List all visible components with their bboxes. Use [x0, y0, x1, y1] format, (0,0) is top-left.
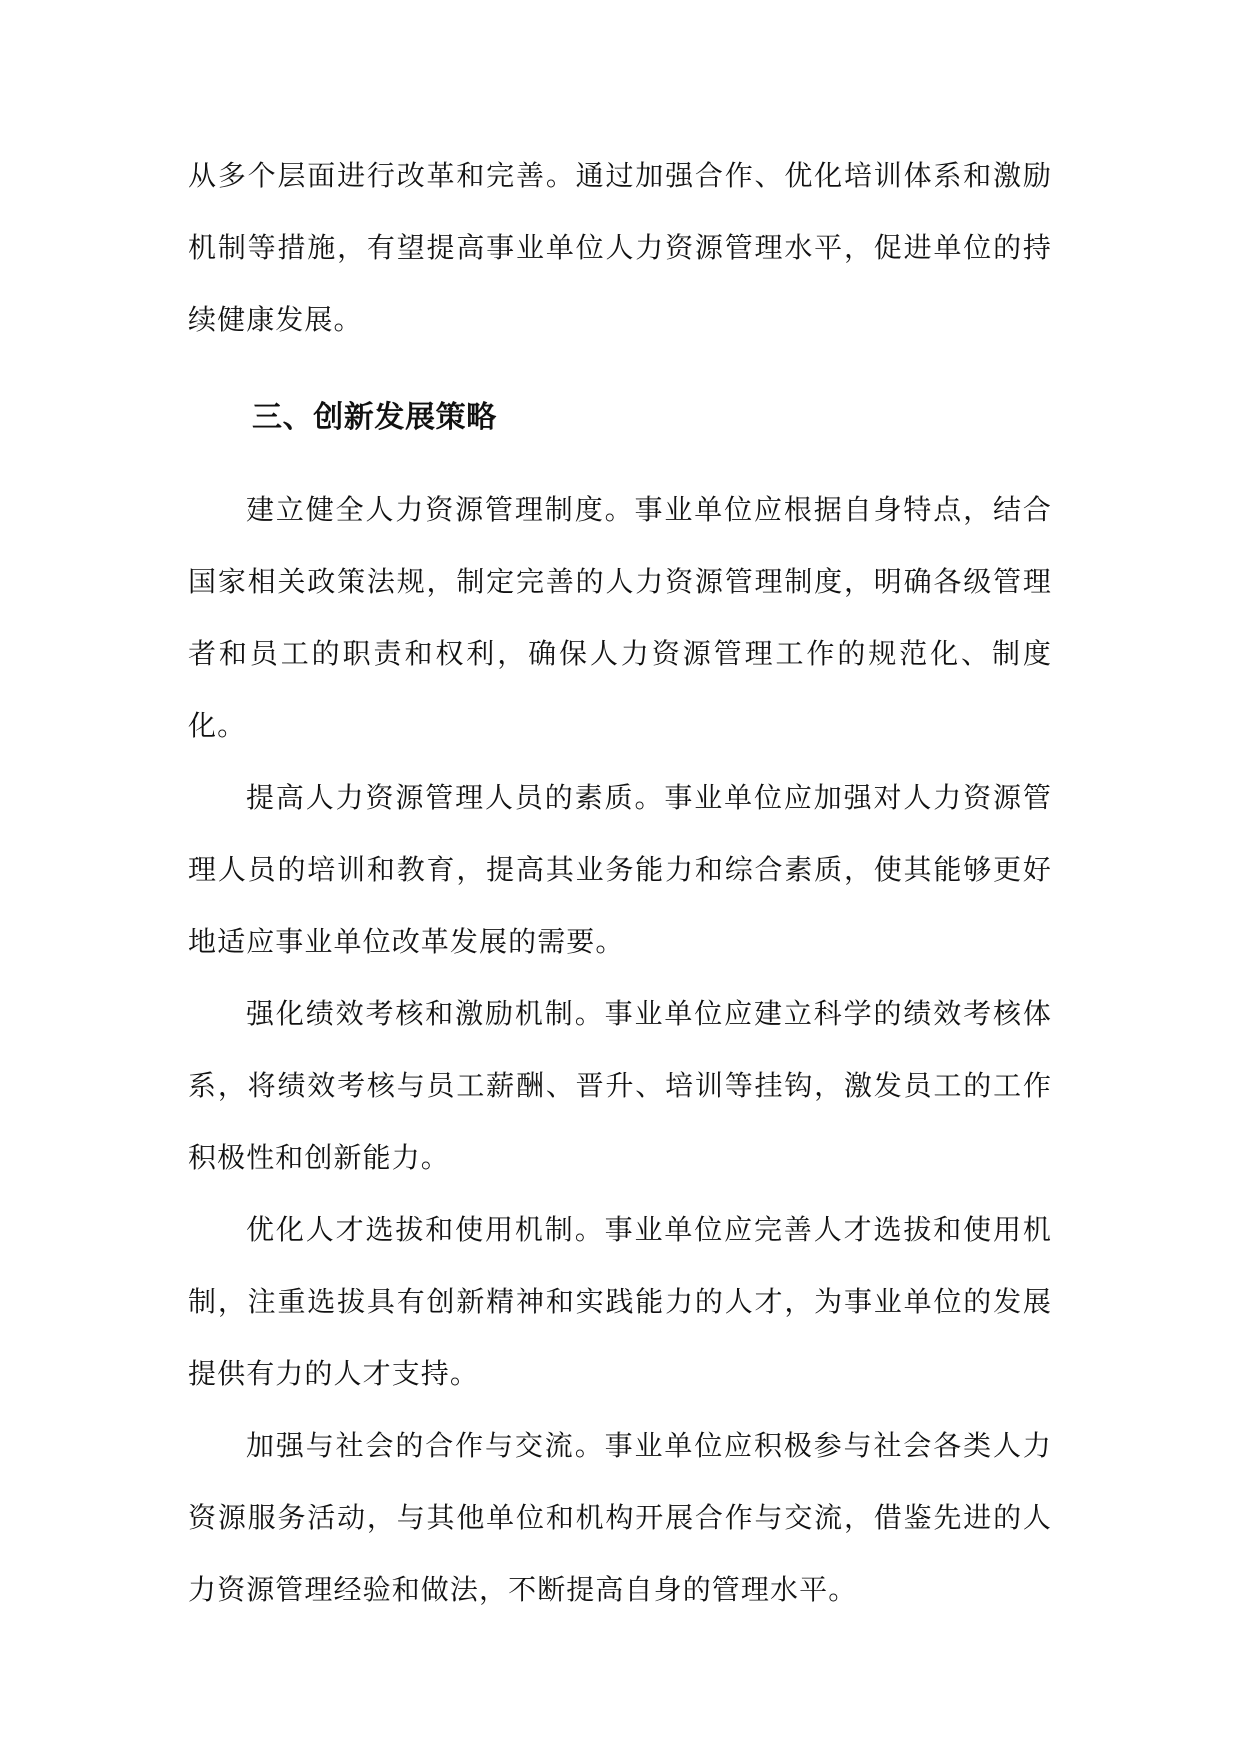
document-body — [188, 140, 1052, 1626]
paragraph-social-cooperation: 加强与社会的合作与交流。事业单位应积极参与社会各类人力资源服务活动，与其他单位和机构开展合作与交流，借鉴先进的人力资源管理经验和做法，不断提高自身的管理水平。 — [188, 1429, 1052, 1606]
section-heading: 三、创新发展策略 — [252, 400, 497, 435]
paragraph-hr-system: 建立健全人力资源管理制度。事业单位应根据自身特点，结合国家相关政策法规，制定完善的人力资源管理制度，明确各级管理者和员工的职责和权利，确保人力资源管理工作的规范化、制度化。 — [188, 493, 1052, 742]
paragraph-talent-selection: 优化人才选拔和使用机制。事业单位应完善人才选拔和使用机制，注重选拔具有创新精神和实践能力的人才，为事业单位的发展提供有力的人才支持。 — [188, 1213, 1052, 1390]
paragraph-continued: 从多个层面进行改革和完善。通过加强合作、优化培训体系和激励机制等措施，有望提高事业单位人力资源管理水平，促进单位的持续健康发展。 — [188, 159, 1052, 336]
paragraph-performance: 强化绩效考核和激励机制。事业单位应建立科学的绩效考核体系，将绩效考核与员工薪酬、晋升、培训等挂钩，激发员工的工作积极性和创新能力。 — [188, 997, 1052, 1174]
paragraph-staff-quality: 提高人力资源管理人员的素质。事业单位应加强对人力资源管理人员的培训和教育，提高其业务能力和综合素质，使其能够更好地适应事业单位改革发展的需要。 — [188, 781, 1052, 958]
